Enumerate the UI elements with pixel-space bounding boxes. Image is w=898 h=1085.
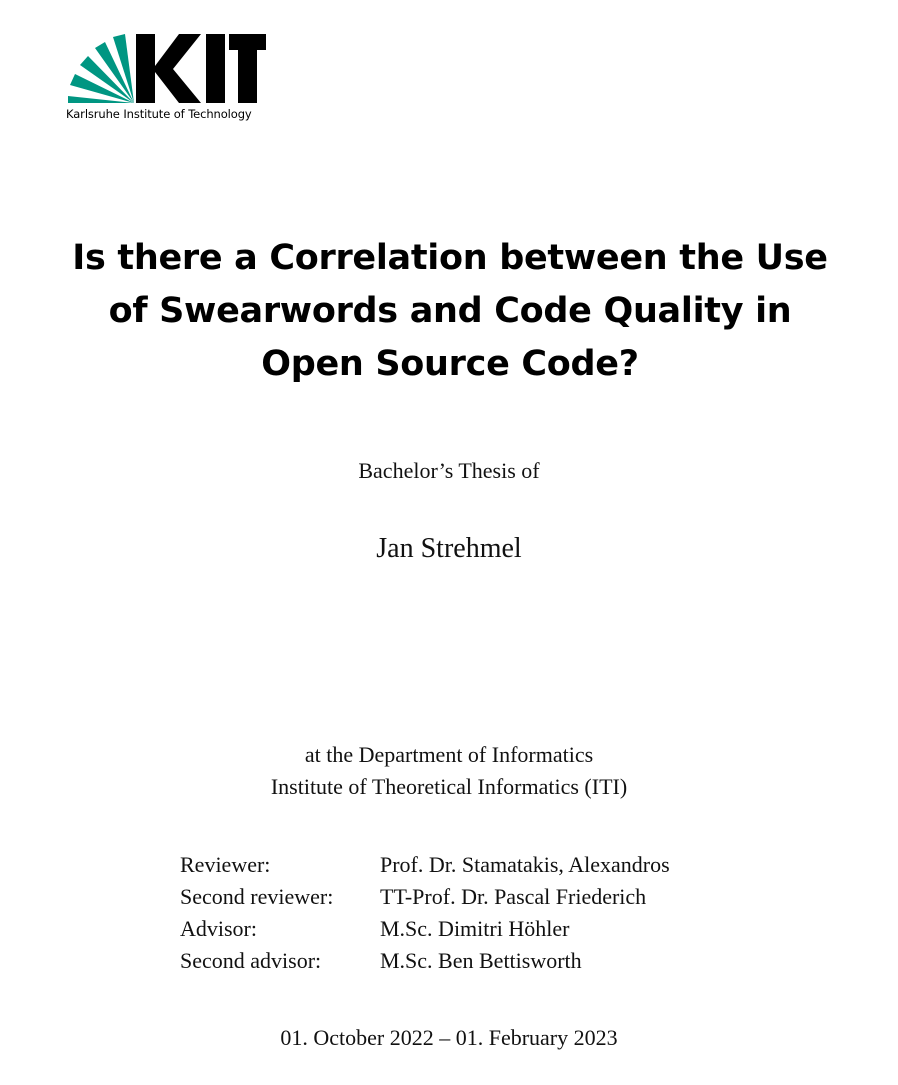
kit-wordmark-icon bbox=[136, 34, 266, 103]
thesis-type: Bachelor’s Thesis of bbox=[358, 458, 540, 483]
kit-logo-caption: Karlsruhe Institute of Technology bbox=[66, 107, 252, 121]
second-advisor-row bbox=[180, 945, 670, 977]
department-block bbox=[0, 739, 898, 803]
institute-line: Institute of Theoretical Informatics (ITI) bbox=[270, 774, 628, 799]
department-line: at the Department of Informatics bbox=[304, 742, 594, 767]
advisor-row bbox=[180, 913, 670, 945]
thesis-title: Is there a Correlation between the Use of Swearwords and Code Quality in Open Source Code? bbox=[72, 238, 828, 384]
kit-fan-icon bbox=[68, 34, 134, 103]
reviewers-table bbox=[180, 849, 670, 977]
author-name: Jan Strehmel bbox=[376, 533, 522, 564]
reviewer-row bbox=[180, 849, 670, 881]
second-advisor-name: M.Sc. Ben Bettisworth bbox=[380, 948, 582, 973]
second-reviewer-row bbox=[180, 881, 670, 913]
second-reviewer-role: Second reviewer: bbox=[180, 884, 334, 909]
second-reviewer-name: TT-Prof. Dr. Pascal Friederich bbox=[380, 884, 647, 909]
advisor-name: M.Sc. Dimitri Höhler bbox=[380, 916, 570, 941]
second-advisor-role: Second advisor: bbox=[180, 948, 322, 973]
kit-logo-mark bbox=[66, 32, 266, 104]
thesis-date-range: 01. October 2022 – 01. February 2023 bbox=[280, 1025, 618, 1050]
kit-logo bbox=[66, 32, 266, 124]
reviewer-name: Prof. Dr. Stamatakis, Alexandros bbox=[380, 852, 670, 877]
reviewer-role: Reviewer: bbox=[180, 852, 271, 877]
advisor-role: Advisor: bbox=[180, 916, 257, 941]
